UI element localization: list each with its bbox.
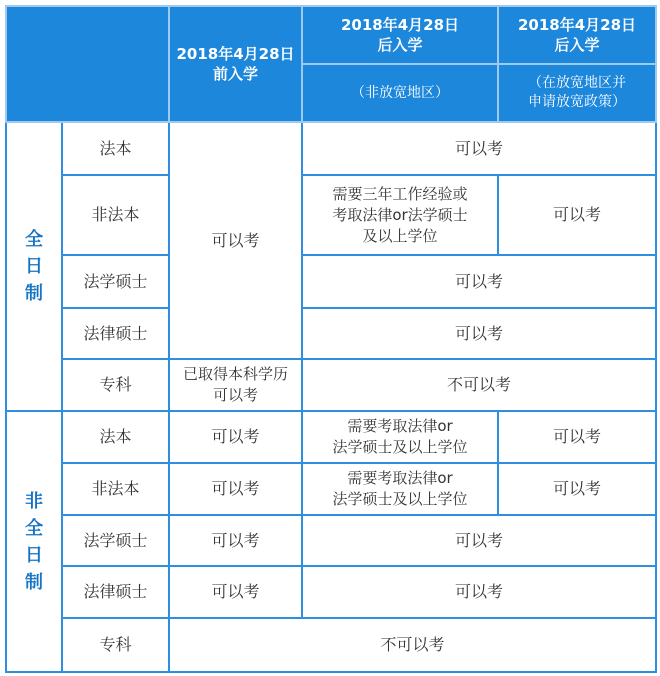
cell-part-fa-ben-after-non: 需要考取法律or 法学硕士及以上学位 — [302, 411, 498, 463]
eligibility-table — [5, 5, 657, 673]
cell-part-faxue-shuoshi-before: 可以考 — [169, 515, 302, 566]
cell-full-falv-shuoshi-after: 可以考 — [302, 308, 656, 359]
cell-part-faxue-shuoshi-after: 可以考 — [302, 515, 656, 566]
row-label-fei-fa-ben-full: 非法本 — [62, 175, 169, 255]
header-after-enrollment-relaxed: 2018年4月28日 后入学 — [498, 6, 656, 64]
row-label-fa-ben-part: 法本 — [62, 411, 169, 463]
cell-part-fei-fa-ben-after-relaxed: 可以考 — [498, 463, 656, 515]
cell-full-fa-ben-after: 可以考 — [302, 122, 656, 175]
cell-full-fei-fa-ben-after-non: 需要三年工作经验或 考取法律or法学硕士 及以上学位 — [302, 175, 498, 255]
row-label-falv-shuoshi-full: 法律硕士 — [62, 308, 169, 359]
cell-part-zhuanke-all: 不可以考 — [169, 618, 656, 672]
header-after-enrollment-non-relaxed: 2018年4月28日 后入学 — [302, 6, 498, 64]
row-label-zhuanke-full: 专科 — [62, 359, 169, 411]
header-corner-cell — [6, 6, 169, 122]
cell-full-time-before-merged: 可以考 — [169, 122, 302, 359]
row-label-falv-shuoshi-part: 法律硕士 — [62, 566, 169, 618]
cell-part-fei-fa-ben-before: 可以考 — [169, 463, 302, 515]
cell-part-fa-ben-after-relaxed: 可以考 — [498, 411, 656, 463]
header-before-enrollment: 2018年4月28日 前入学 — [169, 6, 302, 122]
row-label-fa-ben-full: 法本 — [62, 122, 169, 175]
cell-part-fei-fa-ben-after-non: 需要考取法律or 法学硕士及以上学位 — [302, 463, 498, 515]
cell-full-faxue-shuoshi-after: 可以考 — [302, 255, 656, 308]
subheader-non-relaxed-region: （非放宽地区） — [302, 64, 498, 122]
row-label-faxue-shuoshi-full: 法学硕士 — [62, 255, 169, 308]
row-label-fei-fa-ben-part: 非法本 — [62, 463, 169, 515]
cell-full-fei-fa-ben-after-relaxed: 可以考 — [498, 175, 656, 255]
cell-part-falv-shuoshi-before: 可以考 — [169, 566, 302, 618]
subheader-relaxed-region: （在放宽地区并 申请放宽政策） — [498, 64, 656, 122]
cell-full-zhuanke-after: 不可以考 — [302, 359, 656, 411]
cell-part-fa-ben-before: 可以考 — [169, 411, 302, 463]
row-label-zhuanke-part: 专科 — [62, 618, 169, 672]
group-full-time: 全 日 制 — [6, 122, 62, 411]
cell-full-zhuanke-before: 已取得本科学历 可以考 — [169, 359, 302, 411]
cell-part-falv-shuoshi-after: 可以考 — [302, 566, 656, 618]
row-label-faxue-shuoshi-part: 法学硕士 — [62, 515, 169, 566]
group-part-time: 非 全 日 制 — [6, 411, 62, 672]
